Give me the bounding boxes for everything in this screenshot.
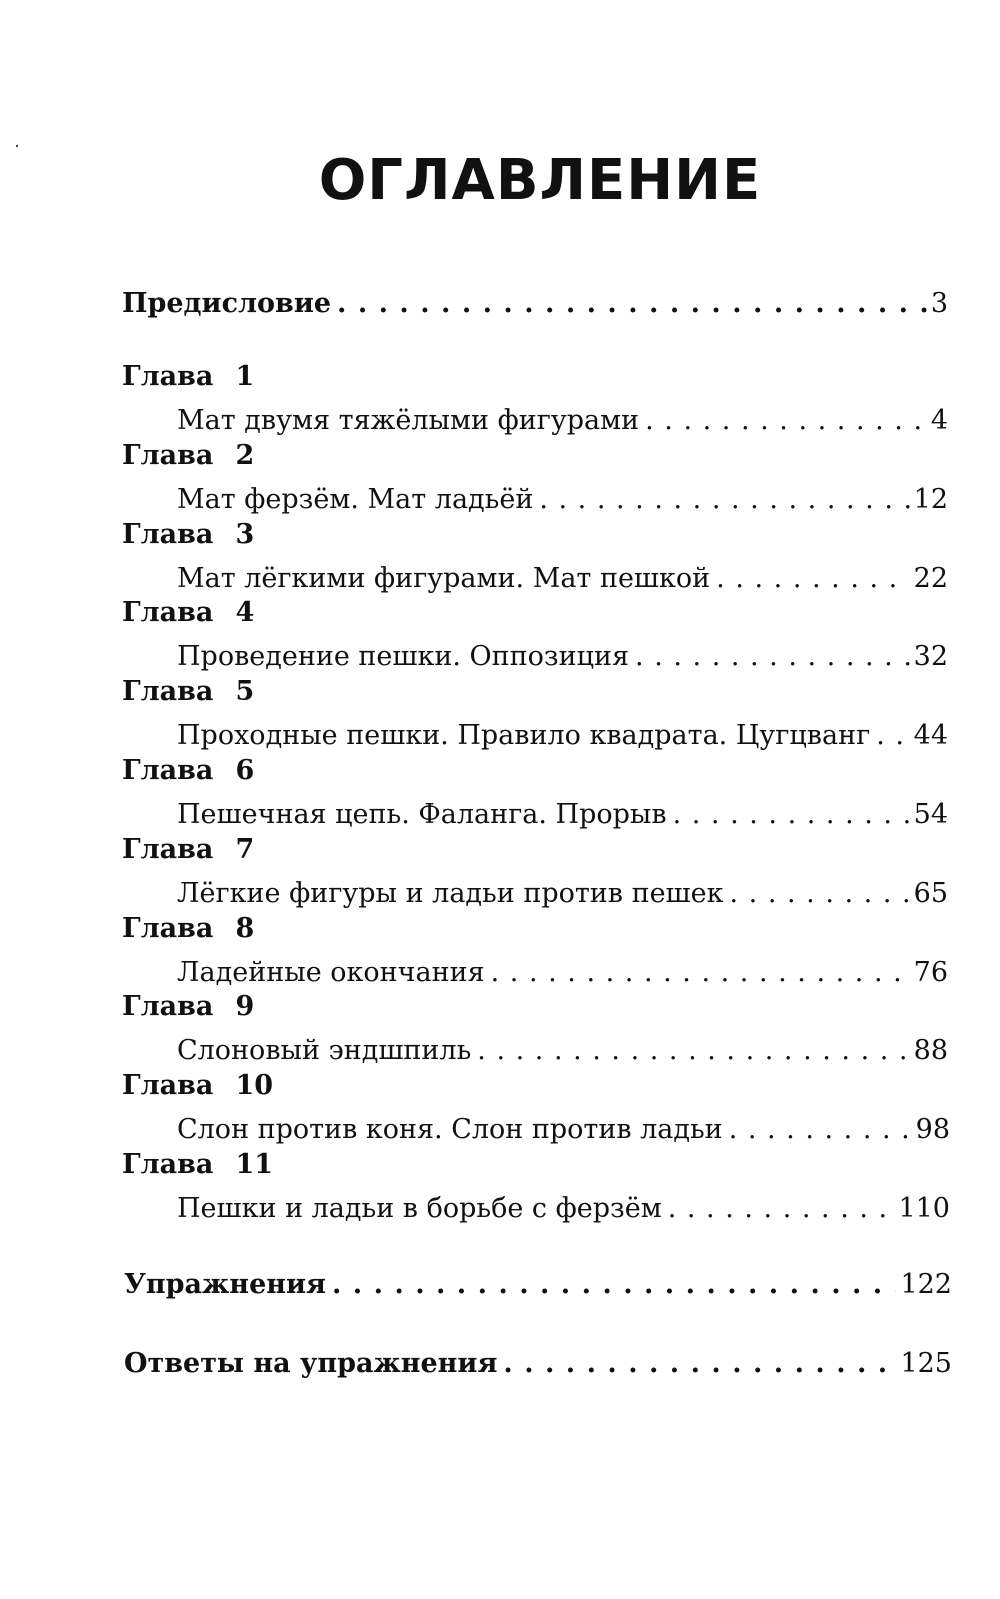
toc-entry-label: Проведение пешки. Оппозиция (177, 641, 630, 672)
dot-leader (337, 287, 927, 321)
toc-entry-chapter-2[interactable] (177, 477, 948, 517)
dot-leader (503, 1347, 896, 1381)
chapter-number: 6 (235, 755, 255, 786)
toc-entry-label: Лёгкие фигуры и ладьи против пешек (177, 878, 724, 909)
dot-leader (635, 640, 910, 674)
toc-entry-exercises[interactable] (124, 1262, 952, 1302)
toc-entry-chapter-11[interactable] (177, 1186, 950, 1226)
chapter-heading (122, 990, 254, 1026)
scan-speck (16, 145, 18, 147)
chapter-number: 3 (235, 519, 255, 550)
toc-page-number: 125 (900, 1348, 952, 1379)
chapter-number: 9 (235, 991, 255, 1022)
toc-entry-label: Предисловие (122, 288, 332, 319)
chapter-label: Глава (122, 1149, 214, 1180)
chapter-heading (122, 596, 254, 632)
toc-entry-label: Мат двумя тяжёлыми фигурами (177, 405, 640, 436)
chapter-heading (122, 912, 254, 948)
chapter-label: Глава (122, 755, 214, 786)
toc-entry-chapter-5[interactable] (177, 713, 948, 753)
toc-entry-label: Мат лёгкими фигурами. Мат пешкой (177, 563, 711, 594)
chapter-heading (122, 1148, 273, 1184)
toc-page-number: 4 (930, 405, 948, 436)
toc-entry-label: Пешечная цепь. Фаланга. Прорыв (177, 799, 667, 830)
toc-entry-label: Мат ферзём. Мат ладьёй (177, 484, 534, 515)
toc-entry-chapter-3[interactable] (177, 556, 948, 596)
toc-entry-label: Ладейные окончания (177, 957, 485, 988)
toc-page-number: 88 (913, 1035, 948, 1066)
chapter-heading (122, 675, 254, 711)
dot-leader (673, 798, 910, 832)
toc-entry-chapter-10[interactable] (177, 1107, 950, 1147)
toc-entry-label: Упражнения (124, 1269, 326, 1300)
chapter-heading (122, 518, 254, 554)
dot-leader (491, 956, 910, 990)
toc-page-number: 22 (913, 563, 948, 594)
chapter-heading (122, 754, 254, 790)
toc-entry-preface[interactable] (122, 281, 948, 321)
toc-entry-answers[interactable] (124, 1341, 952, 1381)
toc-entry-chapter-9[interactable] (177, 1028, 948, 1068)
toc-page-number: 44 (913, 720, 948, 751)
chapter-heading (122, 833, 254, 869)
chapter-label: Глава (122, 676, 214, 707)
toc-page-number: 32 (913, 641, 948, 672)
dot-leader (477, 1034, 909, 1068)
chapter-number: 8 (235, 913, 255, 944)
dot-leader (645, 404, 927, 438)
toc-page-number: 54 (913, 799, 948, 830)
chapter-number: 5 (235, 676, 255, 707)
dot-leader (729, 1113, 912, 1147)
chapter-label: Глава (122, 597, 214, 628)
toc-page-number: 3 (930, 288, 948, 319)
toc-entry-label: Слоновый эндшпиль (177, 1035, 472, 1066)
dot-leader (539, 483, 909, 517)
chapter-label: Глава (122, 519, 214, 550)
chapter-number: 11 (235, 1149, 274, 1180)
dot-leader (876, 719, 909, 753)
chapter-label: Глава (122, 1070, 214, 1101)
toc-entry-label: Ответы на упражнения (124, 1348, 498, 1379)
chapter-number: 2 (235, 440, 255, 471)
chapter-label: Глава (122, 361, 214, 392)
toc-page-number: 98 (915, 1114, 950, 1145)
chapter-label: Глава (122, 991, 214, 1022)
toc-page-number: 76 (913, 957, 948, 988)
page-title: ОГЛАВЛЕНИЕ (318, 148, 762, 213)
toc-entry-label: Проходные пешки. Правило квадрата. Цугцванг (177, 720, 871, 751)
chapter-number: 4 (235, 597, 255, 628)
toc-entry-label: Слон против коня. Слон против ладьи (177, 1114, 723, 1145)
toc-page-number: 110 (898, 1193, 950, 1224)
toc-entry-label: Пешки и ладьи в борьбе с ферзём (177, 1193, 662, 1224)
toc-entry-chapter-6[interactable] (177, 792, 948, 832)
chapter-number: 1 (235, 361, 255, 392)
chapter-number: 7 (235, 834, 255, 865)
toc-entry-chapter-8[interactable] (177, 950, 948, 990)
chapter-label: Глава (122, 913, 214, 944)
chapter-label: Глава (122, 440, 214, 471)
toc-page-number: 65 (913, 878, 948, 909)
toc-entry-chapter-7[interactable] (177, 871, 948, 911)
chapter-heading (122, 360, 254, 396)
chapter-heading (122, 439, 254, 475)
toc-page-number: 12 (913, 484, 948, 515)
chapter-number: 10 (235, 1070, 274, 1101)
dot-leader (730, 877, 910, 911)
chapter-heading (122, 1069, 273, 1105)
dot-leader (716, 562, 909, 596)
toc-page-number: 122 (900, 1269, 952, 1300)
toc-entry-chapter-1[interactable] (177, 398, 948, 438)
chapter-label: Глава (122, 834, 214, 865)
toc-entry-chapter-4[interactable] (177, 634, 948, 674)
dot-leader (668, 1192, 895, 1226)
dot-leader (332, 1268, 896, 1302)
